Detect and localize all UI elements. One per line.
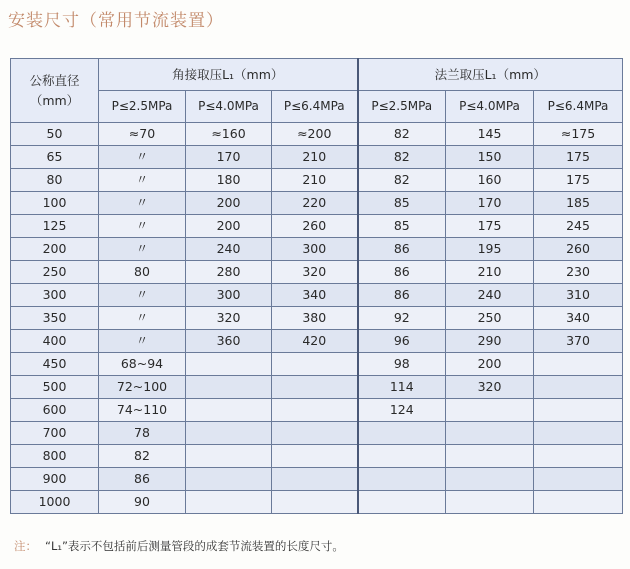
table-cell (358, 422, 446, 445)
table-row (11, 238, 623, 261)
header-nominal-diameter (11, 59, 99, 123)
table-row (11, 422, 623, 445)
table-cell (186, 399, 272, 422)
table-row (11, 192, 623, 215)
table-cell (272, 376, 358, 399)
table-cell: 320 (186, 307, 272, 330)
table-cell (534, 376, 623, 399)
table-cell: 98 (358, 353, 446, 376)
table-cell: 380 (272, 307, 358, 330)
header-pressure-class: P≤6.4MPa (534, 91, 623, 123)
header-dn-line2: （mm） (29, 92, 80, 108)
installation-size-table (10, 58, 622, 530)
table-cell: 300 (272, 238, 358, 261)
table-cell: 200 (186, 192, 272, 215)
cell-dn: 200 (11, 238, 99, 261)
table-cell (272, 353, 358, 376)
table-row (11, 261, 623, 284)
table-cell: 200 (186, 215, 272, 238)
table-row (11, 376, 623, 399)
table-cell: 86 (358, 238, 446, 261)
cell-dn: 300 (11, 284, 99, 307)
cell-dn: 800 (11, 445, 99, 468)
table-cell: 82 (358, 146, 446, 169)
table-cell (272, 491, 358, 514)
table-cell: 220 (272, 192, 358, 215)
footnote (14, 538, 344, 554)
table-cell: 86 (358, 261, 446, 284)
table-cell: 145 (446, 123, 534, 146)
table-row (11, 284, 623, 307)
table-cell: 420 (272, 330, 358, 353)
table-cell: 300 (186, 284, 272, 307)
table-cell: 260 (272, 215, 358, 238)
table-cell (358, 445, 446, 468)
cell-dn: 125 (11, 215, 99, 238)
footnote-label: 注： (14, 539, 37, 553)
table-cell: ≈175 (534, 123, 623, 146)
table-cell: 150 (446, 146, 534, 169)
table-cell (446, 468, 534, 491)
cell-dn: 600 (11, 399, 99, 422)
header-pressure-class: P≤2.5MPa (99, 91, 186, 123)
table-cell: 180 (186, 169, 272, 192)
table-row (11, 353, 623, 376)
table-cell: 185 (534, 192, 623, 215)
table-cell: 260 (534, 238, 623, 261)
table-row (11, 330, 623, 353)
table-cell (534, 399, 623, 422)
table-cell (446, 422, 534, 445)
table-row (11, 146, 623, 169)
table-cell: 72~100 (99, 376, 186, 399)
cell-dn: 250 (11, 261, 99, 284)
cell-dn: 450 (11, 353, 99, 376)
table-cell (446, 399, 534, 422)
table-cell: 175 (534, 146, 623, 169)
table-row (11, 215, 623, 238)
table-cell (186, 491, 272, 514)
table-cell: ≈200 (272, 123, 358, 146)
table-cell: 175 (534, 169, 623, 192)
table-cell: 370 (534, 330, 623, 353)
table-cell: 〃 (99, 169, 186, 192)
table-cell: 96 (358, 330, 446, 353)
table-cell: 92 (358, 307, 446, 330)
table-cell: 195 (446, 238, 534, 261)
table-cell: 86 (99, 468, 186, 491)
cell-dn: 700 (11, 422, 99, 445)
cell-dn: 80 (11, 169, 99, 192)
cell-dn: 350 (11, 307, 99, 330)
table-body (11, 123, 623, 514)
cell-dn: 50 (11, 123, 99, 146)
header-pressure-class: P≤4.0MPa (446, 91, 534, 123)
table-cell (358, 468, 446, 491)
table-cell (186, 353, 272, 376)
cell-dn: 900 (11, 468, 99, 491)
table-cell (534, 445, 623, 468)
table-row (11, 399, 623, 422)
table-cell (186, 422, 272, 445)
table-cell: 80 (99, 261, 186, 284)
table-cell: 170 (446, 192, 534, 215)
table-cell: 85 (358, 215, 446, 238)
table-cell: 250 (446, 307, 534, 330)
table-cell (272, 468, 358, 491)
table-cell: 245 (534, 215, 623, 238)
cell-dn: 500 (11, 376, 99, 399)
table-cell: 〃 (99, 192, 186, 215)
header-corner-tap: 角接取压L₁（mm） (99, 59, 358, 91)
table-cell: 68~94 (99, 353, 186, 376)
cell-dn: 400 (11, 330, 99, 353)
footnote-text: “L₁”表示不包括前后测量管段的成套节流装置的长度尺寸。 (45, 539, 344, 553)
table-cell: 320 (272, 261, 358, 284)
table-cell: 310 (534, 284, 623, 307)
page-title: 安装尺寸（常用节流装置） (8, 11, 224, 31)
table-cell (446, 445, 534, 468)
table-cell: 〃 (99, 284, 186, 307)
table-cell: 82 (358, 169, 446, 192)
header-pressure-class: P≤6.4MPa (272, 91, 358, 123)
table-cell: 〃 (99, 215, 186, 238)
table-cell (358, 491, 446, 514)
table-cell (272, 445, 358, 468)
table-cell: 360 (186, 330, 272, 353)
table-cell (186, 376, 272, 399)
table-cell (272, 422, 358, 445)
table-cell: 74~110 (99, 399, 186, 422)
table-cell: 290 (446, 330, 534, 353)
table-cell: 175 (446, 215, 534, 238)
table-row (11, 123, 623, 146)
header-flange-tap: 法兰取压L₁（mm） (358, 59, 623, 91)
table-cell: 〃 (99, 238, 186, 261)
table-row (11, 468, 623, 491)
table-cell: 78 (99, 422, 186, 445)
header-dn-line1: 公称直径 (29, 72, 80, 88)
table-cell (534, 491, 623, 514)
table-cell: 240 (446, 284, 534, 307)
table-row (11, 169, 623, 192)
table-cell (534, 353, 623, 376)
table-cell: 124 (358, 399, 446, 422)
cell-dn: 100 (11, 192, 99, 215)
table-cell: 280 (186, 261, 272, 284)
table-cell: 82 (99, 445, 186, 468)
table-cell: 200 (446, 353, 534, 376)
table-cell: 90 (99, 491, 186, 514)
table-cell: 240 (186, 238, 272, 261)
table-cell: 85 (358, 192, 446, 215)
header-pressure-class: P≤2.5MPa (358, 91, 446, 123)
table-cell: 〃 (99, 146, 186, 169)
table-cell: 86 (358, 284, 446, 307)
table-row (11, 491, 623, 514)
table-cell: 82 (358, 123, 446, 146)
table-cell: ≈160 (186, 123, 272, 146)
table-cell (534, 422, 623, 445)
table-cell: 170 (186, 146, 272, 169)
cell-dn: 1000 (11, 491, 99, 514)
table-cell: 〃 (99, 307, 186, 330)
table-cell: ≈70 (99, 123, 186, 146)
table-cell: 320 (446, 376, 534, 399)
table-cell (186, 468, 272, 491)
table-row (11, 307, 623, 330)
table-cell: 〃 (99, 330, 186, 353)
table-cell (534, 468, 623, 491)
table-cell (186, 445, 272, 468)
table-cell: 230 (534, 261, 623, 284)
cell-dn: 65 (11, 146, 99, 169)
table-cell: 160 (446, 169, 534, 192)
data-table (10, 58, 623, 514)
header-pressure-class: P≤4.0MPa (186, 91, 272, 123)
table-cell (272, 399, 358, 422)
table-cell: 114 (358, 376, 446, 399)
table-row (11, 445, 623, 468)
table-cell (446, 491, 534, 514)
table-cell: 340 (534, 307, 623, 330)
table-cell: 210 (272, 146, 358, 169)
table-cell: 340 (272, 284, 358, 307)
table-cell: 210 (272, 169, 358, 192)
table-cell: 210 (446, 261, 534, 284)
